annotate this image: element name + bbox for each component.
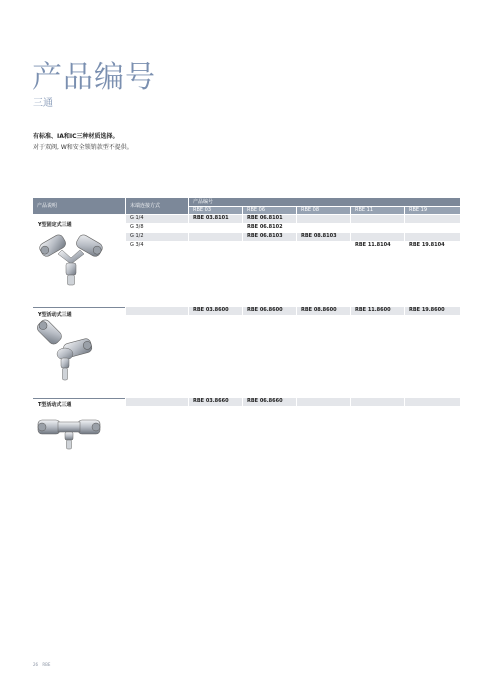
part-code-cell: RBE 03.8101 (189, 215, 242, 223)
part-code-cell: RBE 06.8101 (243, 215, 296, 223)
part-code-cell (351, 398, 404, 406)
header-connection (126, 198, 188, 214)
part-code-cell: RBE 06.8102 (243, 224, 296, 232)
intro-bold-text: 有标准、IA和IC三种材质选择。 (33, 133, 119, 140)
part-code-cell (405, 233, 460, 241)
part-code-cell: RBE 03.8660 (189, 398, 242, 406)
part-code-cell (405, 224, 460, 232)
part-code-cell (405, 215, 460, 223)
y-fixed-tee-image (36, 230, 106, 288)
connection-cell (126, 398, 188, 406)
model-header: RBE 19 (405, 207, 460, 214)
part-code-cell: RBE 19.8600 (405, 307, 460, 315)
model-header: RBE 06 (243, 207, 296, 214)
section-divider (33, 398, 125, 399)
model-header: RBE 11 (351, 207, 404, 214)
part-code-cell: RBE 08.8600 (297, 307, 350, 315)
part-code-cell: RBE 11.8600 (351, 307, 404, 315)
header-part-number (189, 198, 460, 206)
part-code-cell (297, 215, 350, 223)
page-title: 产品编号 (32, 60, 156, 95)
connection-cell: G 3/8 (126, 224, 188, 232)
page-footer (33, 662, 50, 667)
part-code-cell: RBE 19.8104 (405, 242, 460, 250)
connection-cell (126, 307, 188, 315)
header-connection-label: 末端连接方式 (130, 203, 161, 209)
model-header: RBE 03 (189, 207, 242, 214)
connection-cell: G 1/4 (126, 215, 188, 223)
footer-brand: RBE (42, 662, 51, 667)
section-label-y-fixed: Y型固定式三通 (38, 222, 72, 228)
section-label-t-movable: T型活动式三通 (38, 402, 72, 408)
header-product-label: 产品说明 (37, 203, 58, 209)
part-code-cell (351, 215, 404, 223)
part-code-cell (189, 242, 242, 250)
part-code-cell (189, 233, 242, 241)
part-code-cell: RBE 06.8103 (243, 233, 296, 241)
part-code-cell: RBE 11.8104 (351, 242, 404, 250)
part-code-cell (351, 224, 404, 232)
part-code-cell (189, 224, 242, 232)
header-part-number-label: 产品编号 (193, 199, 214, 205)
t-movable-tee-image (36, 416, 102, 450)
part-code-cell: RBE 03.8600 (189, 307, 242, 315)
y-movable-tee-image (34, 318, 96, 386)
part-code-cell (405, 398, 460, 406)
part-code-cell (297, 224, 350, 232)
part-code-cell (351, 233, 404, 241)
part-code-cell (297, 398, 350, 406)
connection-cell: G 3/4 (126, 242, 188, 250)
section-label-y-movable: Y型活动式三通 (38, 312, 72, 318)
part-code-cell: RBE 06.8600 (243, 307, 296, 315)
part-code-cell: RBE 08.8103 (297, 233, 350, 241)
section-divider (33, 307, 125, 308)
page-subtitle: 三通 (33, 98, 53, 109)
intro-text: 对于双阀, W和安全锁销款型不提供。 (33, 144, 133, 151)
model-header: RBE 08 (297, 207, 350, 214)
part-code-cell (297, 242, 350, 250)
part-code-cell: RBE 06.8660 (243, 398, 296, 406)
connection-cell: G 1/2 (126, 233, 188, 241)
part-code-cell (243, 242, 296, 250)
header-product (33, 198, 125, 214)
page-number: 26 (33, 662, 39, 667)
